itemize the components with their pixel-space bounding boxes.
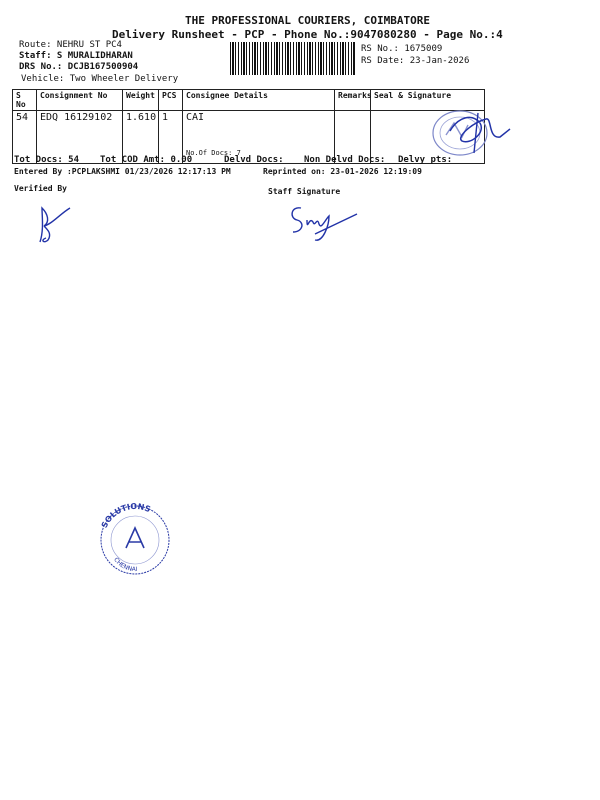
runsheet-title: Delivery Runsheet - PCP - Phone No.:9047080280 - Page No.:4	[112, 28, 503, 41]
cell-sno: 54	[13, 111, 37, 164]
company-stamp	[92, 500, 178, 576]
col-remarks: Remarks	[335, 90, 371, 111]
staff-signature-label: Staff Signature	[268, 187, 341, 196]
total-docs: Tot Docs: 54	[14, 155, 80, 165]
delivery-points: Delvy pts:	[398, 155, 453, 165]
col-consignee: Consignee Details	[183, 90, 335, 111]
delivered-docs: Delvd Docs:	[224, 155, 284, 165]
stamp-bottom-text: CHENNAI	[112, 556, 138, 574]
col-signature: Seal & Signature	[371, 90, 485, 111]
table-header-row	[13, 90, 485, 111]
cell-pcs: 1	[159, 111, 183, 164]
total-cod: Tot COD Amt: 0.00	[100, 155, 193, 165]
runsheet-table	[12, 89, 485, 164]
company-name: THE PROFESSIONAL COURIERS, COIMBATORE	[185, 14, 431, 27]
barcode	[230, 42, 356, 75]
col-pcs: PCS	[159, 90, 183, 111]
cell-consignment: EDQ 16129102	[37, 111, 123, 164]
no-of-docs: No.Of Docs: 7	[186, 149, 241, 157]
cell-weight: 1.610	[123, 111, 159, 164]
col-consignment: Consignment No	[37, 90, 123, 111]
non-delivered-docs: Non Delvd Docs:	[304, 155, 386, 165]
verifier-signature	[30, 200, 80, 250]
rs-date: RS Date: 23-Jan-2026	[361, 56, 470, 66]
drs-number: DRS No.: DCJB167500904	[19, 62, 139, 72]
col-weight: Weight	[123, 90, 159, 111]
consignee-name: CAI	[186, 112, 205, 123]
verified-by-label: Verified By	[14, 184, 67, 193]
col-sno: S No	[13, 90, 37, 111]
staff-signature	[285, 198, 365, 248]
route-label: Route: NEHRU ST PC4	[19, 40, 122, 50]
staff-label: Staff: S MURALIDHARAN	[19, 51, 133, 61]
vehicle-label: Vehicle: Two Wheeler Delivery	[21, 74, 179, 84]
seal-signature	[420, 93, 520, 163]
entered-by: Entered By :PCPLAKSHMI 01/23/2026 12:17:13 PM	[14, 167, 231, 176]
reprinted-on: Reprinted on: 23-01-2026 12:19:09	[263, 167, 422, 176]
rs-number: RS No.: 1675009	[361, 44, 443, 54]
stamp-top-text: SOLUTIONS	[99, 501, 152, 530]
